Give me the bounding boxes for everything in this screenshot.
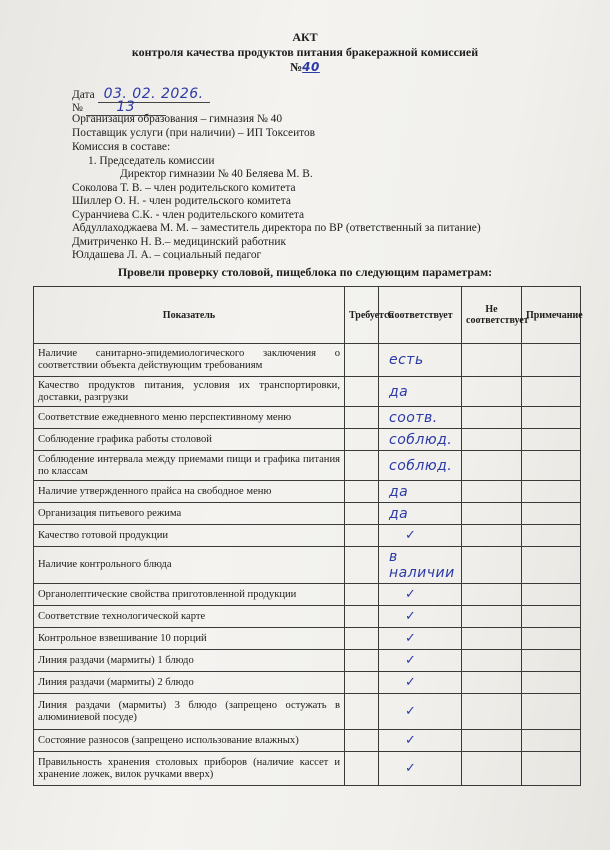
not-complies-cell bbox=[462, 429, 522, 451]
complies-cell bbox=[379, 730, 462, 752]
indicator-cell: Соответствие ежедневного меню перспективному меню bbox=[34, 407, 345, 429]
complies-cell bbox=[379, 650, 462, 672]
handwritten-mark: да bbox=[389, 483, 409, 500]
checkmark-icon: ✓ bbox=[405, 704, 416, 719]
required-cell bbox=[345, 752, 379, 786]
indicator-cell: Линия раздачи (мармиты) 3 блюдо (запрещено остужать в алюминиевой посуде) bbox=[34, 694, 345, 730]
required-cell bbox=[345, 377, 379, 407]
checkmark-icon: ✓ bbox=[405, 761, 416, 776]
checkmark-icon: ✓ bbox=[405, 609, 416, 624]
not-complies-cell bbox=[462, 650, 522, 672]
table-row bbox=[34, 584, 581, 606]
note-cell bbox=[522, 606, 581, 628]
table-row bbox=[34, 451, 581, 481]
header-not-complies: Не соответствует bbox=[462, 287, 522, 344]
checkmark-icon: ✓ bbox=[405, 675, 416, 690]
handwritten-mark: в наличии bbox=[389, 549, 455, 581]
note-cell bbox=[522, 429, 581, 451]
table-row bbox=[34, 672, 581, 694]
organization: Организация образования – гимназия № 40 bbox=[72, 113, 283, 125]
complies-cell bbox=[379, 694, 462, 730]
indicator-cell: Контрольное взвешивание 10 порций bbox=[34, 628, 345, 650]
table-row bbox=[34, 752, 581, 786]
required-cell bbox=[345, 584, 379, 606]
required-cell bbox=[345, 481, 379, 503]
not-complies-cell bbox=[462, 606, 522, 628]
complies-cell bbox=[379, 481, 462, 503]
table-row bbox=[34, 628, 581, 650]
note-cell bbox=[522, 525, 581, 547]
checkmark-icon: ✓ bbox=[405, 528, 416, 543]
inspection-table bbox=[33, 286, 581, 786]
handwritten-mark: соотв. bbox=[389, 409, 438, 426]
handwritten-mark: есть bbox=[389, 352, 424, 368]
note-cell bbox=[522, 377, 581, 407]
indicator-cell: Наличие санитарно-эпидемиологического заключения о соответствии объекта действующим требованиям bbox=[34, 344, 345, 377]
not-complies-cell bbox=[462, 752, 522, 786]
indicator-cell: Соблюдение графика работы столовой bbox=[34, 429, 345, 451]
note-cell bbox=[522, 730, 581, 752]
indicator-cell: Соблюдение интервала между приемами пищи и графика питания по классам bbox=[34, 451, 345, 481]
complies-cell bbox=[379, 407, 462, 429]
header-indicator: Показатель bbox=[34, 287, 345, 344]
note-cell bbox=[522, 672, 581, 694]
handwritten-mark: да bbox=[389, 505, 409, 522]
required-cell bbox=[345, 503, 379, 525]
required-cell bbox=[345, 344, 379, 377]
header-complies: Соответствует bbox=[379, 287, 462, 344]
not-complies-cell bbox=[462, 377, 522, 407]
required-cell bbox=[345, 606, 379, 628]
table-row bbox=[34, 525, 581, 547]
required-cell bbox=[345, 451, 379, 481]
complies-cell bbox=[379, 429, 462, 451]
not-complies-cell bbox=[462, 407, 522, 429]
header-required: Требуется bbox=[345, 287, 379, 344]
complies-cell bbox=[379, 451, 462, 481]
member: Дмитриченко Н. В.– медицинский работник bbox=[72, 236, 286, 248]
note-cell bbox=[522, 628, 581, 650]
number-label: № bbox=[72, 102, 83, 114]
not-complies-cell bbox=[462, 584, 522, 606]
indicator-cell: Наличие контрольного блюда bbox=[34, 547, 345, 584]
not-complies-cell bbox=[462, 525, 522, 547]
indicator-cell: Качество продуктов питания, условия их транспортировки, доставки, разгрузки bbox=[34, 377, 345, 407]
date-value: 03. 02. 2026. bbox=[98, 86, 210, 103]
checkmark-icon: ✓ bbox=[405, 631, 416, 646]
check-heading: Провели проверку столовой, пищеблока по следующим параметрам: bbox=[117, 265, 493, 279]
complies-cell bbox=[379, 584, 462, 606]
header-note: Примечание bbox=[522, 287, 581, 344]
table-row bbox=[34, 503, 581, 525]
required-cell bbox=[345, 547, 379, 584]
not-complies-cell bbox=[462, 503, 522, 525]
note-cell bbox=[522, 503, 581, 525]
note-cell bbox=[522, 344, 581, 377]
note-cell bbox=[522, 650, 581, 672]
table-row bbox=[34, 429, 581, 451]
required-cell bbox=[345, 694, 379, 730]
note-cell bbox=[522, 752, 581, 786]
number-value: 13 bbox=[86, 99, 166, 116]
member: Юлдашева Л. А. – социальный педагог bbox=[72, 249, 262, 261]
not-complies-cell bbox=[462, 481, 522, 503]
table-header-row bbox=[34, 287, 581, 344]
supplier: Поставщик услуги (при наличии) – ИП Токсеитов bbox=[72, 127, 316, 139]
required-cell bbox=[345, 628, 379, 650]
table-row bbox=[34, 407, 581, 429]
required-cell bbox=[345, 730, 379, 752]
member: Шиллер О. Н. - член родительского комитета bbox=[72, 195, 291, 207]
table-row bbox=[34, 377, 581, 407]
table-row bbox=[34, 344, 581, 377]
checkmark-icon: ✓ bbox=[405, 733, 416, 748]
table-row bbox=[34, 481, 581, 503]
table-body bbox=[34, 344, 581, 786]
required-cell bbox=[345, 407, 379, 429]
not-complies-cell bbox=[462, 344, 522, 377]
complies-cell bbox=[379, 547, 462, 584]
indicator-cell: Качество готовой продукции bbox=[34, 525, 345, 547]
chair-name: Директор гимназии № 40 Беляева М. В. bbox=[120, 168, 313, 180]
table-row bbox=[34, 650, 581, 672]
complies-cell bbox=[379, 377, 462, 407]
handwritten-mark: соблюд. bbox=[389, 431, 453, 448]
not-complies-cell bbox=[462, 730, 522, 752]
required-cell bbox=[345, 429, 379, 451]
not-complies-cell bbox=[462, 672, 522, 694]
note-cell bbox=[522, 451, 581, 481]
member: Суранчиева С.К. - член родительского комитета bbox=[72, 209, 305, 221]
table-row bbox=[34, 606, 581, 628]
handwritten-mark: да bbox=[389, 383, 409, 400]
note-cell bbox=[522, 481, 581, 503]
member: Соколова Т. В. – член родительского комитета bbox=[72, 182, 296, 194]
table-row bbox=[34, 730, 581, 752]
not-complies-cell bbox=[462, 628, 522, 650]
complies-cell bbox=[379, 606, 462, 628]
complies-cell bbox=[379, 503, 462, 525]
required-cell bbox=[345, 650, 379, 672]
table-row bbox=[34, 547, 581, 584]
chair-title: 1. Председатель комиссии bbox=[88, 155, 215, 167]
indicator-cell: Правильность хранения столовых приборов (наличие кассет и хранение ложек, вилок ручками вверх) bbox=[34, 752, 345, 786]
required-cell bbox=[345, 525, 379, 547]
act-number-value: 40 bbox=[302, 60, 320, 74]
indicator-cell: Органолептические свойства приготовленной продукции bbox=[34, 584, 345, 606]
note-cell bbox=[522, 584, 581, 606]
act-title: АКТ bbox=[292, 30, 318, 44]
date-label: Дата bbox=[72, 89, 95, 101]
indicator-cell: Состояние разносов (запрещено использование влажных) bbox=[34, 730, 345, 752]
complies-cell bbox=[379, 344, 462, 377]
commission-label: Комиссия в составе: bbox=[72, 141, 171, 153]
indicator-cell: Наличие утвержденного прайса на свободное меню bbox=[34, 481, 345, 503]
act-subtitle: контроля качества продуктов питания бракеражной комиссией bbox=[131, 45, 479, 59]
not-complies-cell bbox=[462, 694, 522, 730]
table-row bbox=[34, 694, 581, 730]
checkmark-icon: ✓ bbox=[405, 653, 416, 668]
checkmark-icon: ✓ bbox=[405, 587, 416, 602]
not-complies-cell bbox=[462, 451, 522, 481]
indicator-cell: Линия раздачи (мармиты) 1 блюдо bbox=[34, 650, 345, 672]
act-number-label: № bbox=[290, 60, 303, 74]
indicator-cell: Линия раздачи (мармиты) 2 блюдо bbox=[34, 672, 345, 694]
member: Абдуллаходжаева М. М. – заместитель директора по ВР (ответственный за питание) bbox=[72, 222, 481, 234]
indicator-cell: Соответствие технологической карте bbox=[34, 606, 345, 628]
not-complies-cell bbox=[462, 547, 522, 584]
note-cell bbox=[522, 694, 581, 730]
complies-cell bbox=[379, 628, 462, 650]
handwritten-mark: соблюд. bbox=[389, 457, 453, 474]
note-cell bbox=[522, 407, 581, 429]
complies-cell bbox=[379, 672, 462, 694]
act-number bbox=[0, 60, 610, 75]
complies-cell bbox=[379, 525, 462, 547]
indicator-cell: Организация питьевого режима bbox=[34, 503, 345, 525]
required-cell bbox=[345, 672, 379, 694]
complies-cell bbox=[379, 752, 462, 786]
note-cell bbox=[522, 547, 581, 584]
